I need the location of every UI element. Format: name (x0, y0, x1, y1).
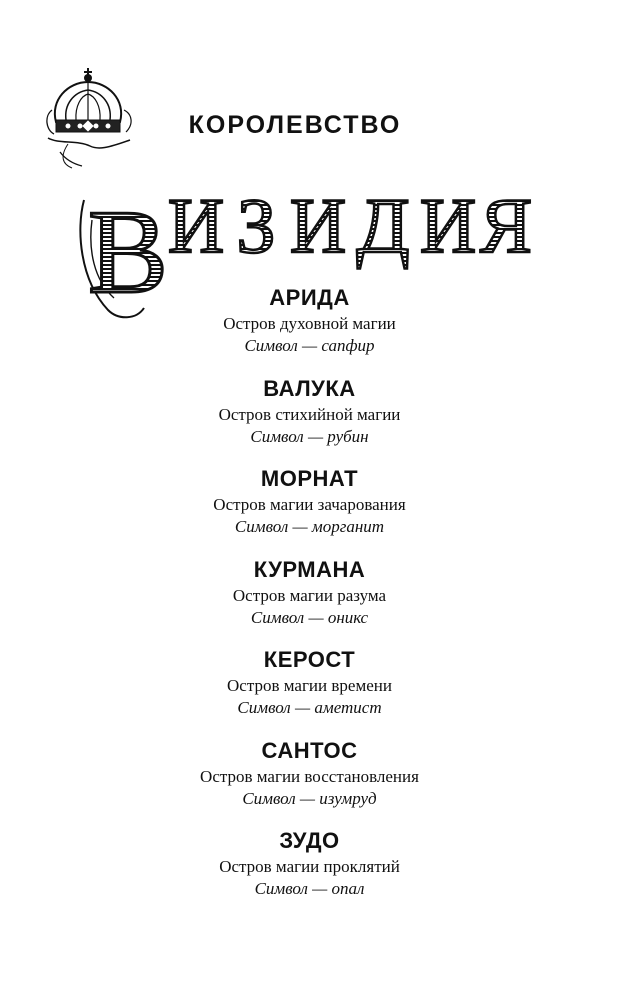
island-symbol: Символ — аметист (237, 698, 382, 717)
island-name: САНТОС (261, 737, 358, 763)
island-entry (0, 645, 619, 736)
title-letter-1: В (87, 185, 169, 318)
island-name: МОРНАТ (260, 466, 359, 491)
island-description: Остров магии восстановления (200, 766, 419, 786)
island-symbol: Символ — оникс (250, 607, 369, 627)
island-name: КЕРОСТ (263, 647, 356, 672)
island-entry (0, 555, 619, 646)
island-description: Остров магии времени (227, 676, 392, 695)
island-description: Остров магии проклятий (219, 857, 400, 876)
title-letter-7: Я (479, 182, 533, 269)
title-letter-5: Д (356, 182, 410, 269)
island-entry (0, 826, 619, 917)
island-symbol: Символ — сапфир (244, 336, 375, 355)
island-name: ЗУДО (279, 828, 340, 853)
island-name: АРИДА (269, 285, 350, 310)
island-description: Остров магии зачарования (213, 495, 406, 514)
title-letter-2: И (167, 182, 225, 269)
island-description: Остров духовной магии (223, 314, 396, 333)
island-description: Остров стихийной магии (218, 404, 401, 424)
kingdom-label: КОРОЛЕВСТВО (188, 111, 402, 139)
island-symbol: Символ — рубин (250, 426, 369, 446)
island-entry (0, 464, 619, 555)
island-list (0, 283, 619, 917)
island-description: Остров магии разума (232, 585, 387, 605)
island-symbol: Символ — изумруд (242, 788, 377, 808)
island-symbol: Символ — морганит (234, 517, 385, 536)
island-entry (0, 374, 619, 465)
title-letter-6: И (419, 182, 477, 269)
title-letter-3: З (236, 182, 276, 269)
title-letter-4: И (289, 182, 347, 269)
island-entry (0, 283, 619, 374)
island-name: КУРМАНА (253, 556, 366, 582)
crown-icon (38, 60, 138, 170)
island-name: ВАЛУКА (263, 375, 356, 401)
island-entry (0, 736, 619, 827)
island-symbol: Символ — опал (254, 879, 365, 898)
